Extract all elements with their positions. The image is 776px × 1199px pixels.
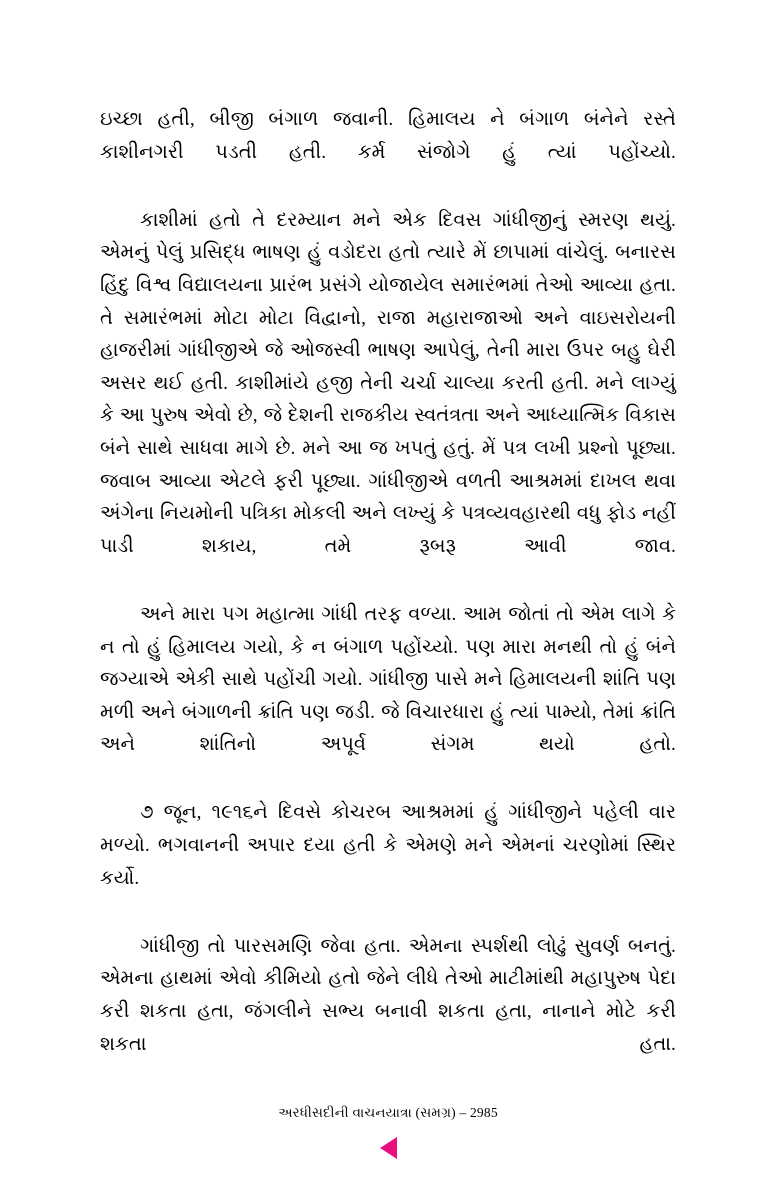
page-body bbox=[100, 104, 676, 1094]
page-footer: અરધીસદીની વાચનયાત્રા (સમગ્ર) – 2985 bbox=[278, 1105, 498, 1120]
paragraph: ૭ જૂન, ૧૯૧૬ને દિવસે કોચરબ આશ્રમમાં હું ગાંધીજીને પહેલી વાર મળ્યો. ભગવાનની અપાર દયા હતી કે એમણે મને એમનાં ચરણોમાં સ્થિર કર્યો. bbox=[100, 802, 676, 889]
paragraph: કાશીમાં હતો તે દરમ્યાન મને એક દિવસ ગાંધીજીનું સ્મરણ થયું. એમનું પેલું પ્રસિદ્ધ ભાષણ હું વડોદરા હતો ત્યારે મેં છાપામાં વાંચેલું. બનારસ હિંદુ વિશ્વ વિદ્યાલયના પ્રારંભ પ્રસંગે યોજાયેલ સમારંભમાં તેઓ આવ્યા હતા. તે સમારંભમાં મોટા મોટા વિદ્વાનો, રાજા મહારાજાઓ અને વાઇસરોયની હાજરીમાં ગાંધીજીએ જે ઓજસ્વી ભાષણ આપેલું, તેની મારા ઉપર બહુ ઘેરી અસર થઈ હતી. કાશીમાંયે હજી તેની ચર્ચા ચાલ્યા કરતી હતી. મને લાગ્યું કે આ પુરુષ એવો છે, જે દેશની રાજકીય સ્વતંત્રતા અને આધ્યાત્મિક વિકાસ બંને સાથે સાધવા માગે છે. મને આ જ ખપતું હતું. મેં પત્ર લખી પ્રશ્નો પૂછ્યા. જવાબ આવ્યા એટલે ફરી પૂછ્યા. ગાંધીજીએ વળતી આશ્રમમાં દાખલ થવા અંગેના નિયમોની પત્રિકા મોકલી અને લખ્યું કે પત્રવ્યવહારથી વધુ ફોડ નહીં પાડી શકાય, તમે રૂબરૂ આવી જાવ. bbox=[100, 209, 676, 557]
paragraph: ગાંધીજી તો પારસમણિ જેવા હતા. એમના સ્પર્શથી લોઢું સુવર્ણ બનતું. એમના હાથમાં એવો કીમિયો હતો જેને લીધે તેઓ માટીમાંથી મહાપુરુષ પેદા કરી શકતા હતા, જંગલીને સભ્ય બનાવી શકતા હતા, નાનાને મોટે કરી શકતા હતા. bbox=[100, 935, 676, 1055]
left-triangle-icon bbox=[380, 1137, 397, 1159]
previous-page-button[interactable] bbox=[0, 1137, 776, 1159]
paragraph: અને મારા પગ મહાત્મા ગાંધી તરફ વળ્યા. આમ જોતાં તો એમ લાગે કે ન તો હું હિમાલય ગયો, કે ન બંગાળ પહોંચ્યો. પણ મારા મનથી તો હું બંને જગ્યાએ એકી સાથે પહોંચી ગયો. ગાંધીજી પાસે મને હિમાલયની શાંતિ પણ મળી અને બંગાળની ક્રાંતિ પણ જડી. જે વિચારધારા હું ત્યાં પામ્યો, તેમાં ક્રાંતિ અને શાંતિનો અપૂર્વ સંગમ થયો હતો. bbox=[100, 603, 676, 756]
paragraph: ઇચ્છા હતી, બીજી બંગાળ જવાની. હિમાલય ને બંગાળ બંનેને રસ્તે કાશીનગરી પડતી હતી. કર્મ સંજોગે હું ત્યાં પહોંચ્યો. bbox=[100, 109, 676, 163]
